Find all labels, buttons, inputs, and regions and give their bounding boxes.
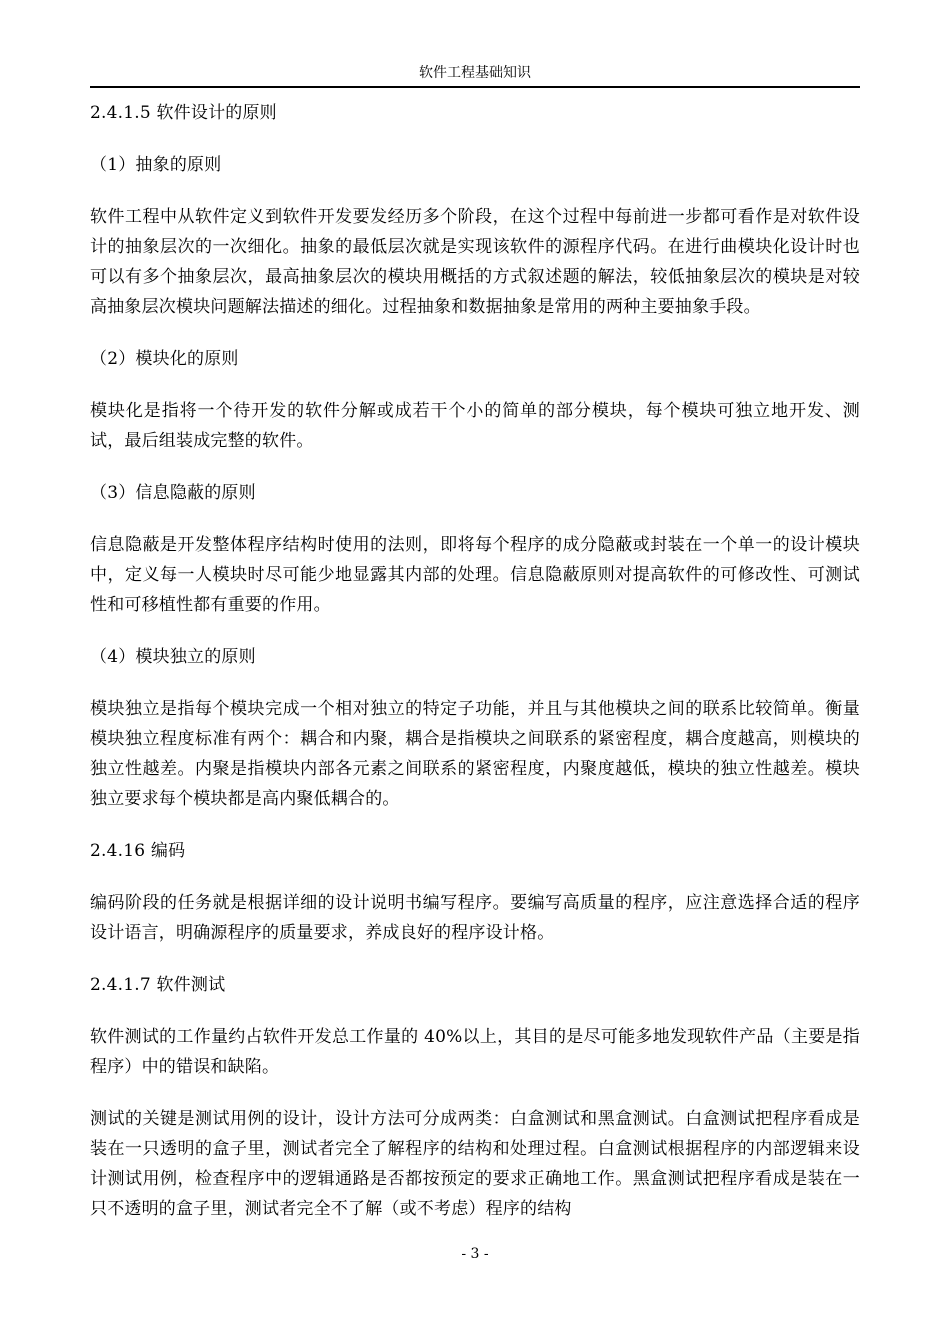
- section-heading-testing: 2.4.1.7 软件测试: [90, 975, 226, 995]
- section-heading-coding: 2.4.16 编码: [90, 841, 186, 861]
- subheading-modularity: （2）模块化的原则: [90, 349, 239, 369]
- paragraph-coding: 编码阶段的任务就是根据详细的设计说明书编写程序。要编写高质量的程序，应注意选择合适的程序设计语言，明确源程序的质量要求，养成良好的程序设计格。: [90, 893, 860, 943]
- page-number: - 3 -: [461, 1246, 489, 1262]
- paragraph-modularity: 模块化是指将一个待开发的软件分解或成若干个小的简单的部分模块，每个模块可独立地开发、测试，最后组装成完整的软件。: [90, 401, 860, 451]
- subheading-abstraction: （1）抽象的原则: [90, 155, 222, 175]
- subheading-information-hiding: （3）信息隐蔽的原则: [90, 483, 256, 503]
- paragraph-testing-workload: 软件测试的工作量约占软件开发总工作量的 40%以上，其目的是尽可能多地发现软件产品（主要是指程序）中的错误和缺陷。: [90, 1027, 860, 1077]
- paragraph-testing-methods: 测试的关键是测试用例的设计，设计方法可分成两类：白盒测试和黑盒测试。白盒测试把程序看成是装在一只透明的盒子里，测试者完全了解程序的结构和处理过程。白盒测试根据程序的内部逻辑来设计测试用例，检查程序中的逻辑通路是否都按预定的要求正确地工作。黑盒测试把程序看成是装在一只不透明的盒子里，测试者完全不了解（或不考虑）程序的结构: [90, 1109, 860, 1219]
- subheading-module-independence: （4）模块独立的原则: [90, 647, 256, 667]
- paragraph-information-hiding: 信息隐蔽是开发整体程序结构时使用的法则，即将每个程序的成分隐蔽或封装在一个单一的设计模块中，定义每一人模块时尽可能少地显露其内部的处理。信息隐蔽原则对提高软件的可修改性、可测试性和可移植性都有重要的作用。: [90, 535, 860, 615]
- header-title: 软件工程基础知识: [419, 65, 531, 81]
- paragraph-abstraction: 软件工程中从软件定义到软件开发要发经历多个阶段，在这个过程中每前进一步都可看作是对软件设计的抽象层次的一次细化。抽象的最低层次就是实现该软件的源程序代码。在进行曲模块化设计时也可以有多个抽象层次，最高抽象层次的模块用概括的方式叙述题的解法，较低抽象层次的模块是对较高抽象层次模块问题解法描述的细化。过程抽象和数据抽象是常用的两种主要抽象手段。: [90, 207, 860, 317]
- document-body: [90, 98, 860, 1246]
- paragraph-module-independence: 模块独立是指每个模块完成一个相对独立的特定子功能，并且与其他模块之间的联系比较简单。衡量模块独立程度标准有两个：耦合和内聚，耦合是指模块之间联系的紧密程度，耦合度越高，则模块的独立性越差。内聚是指模块内部各元素之间联系的紧密程度，内聚度越低，模块的独立性越差。模块独立要求每个模块都是高内聚低耦合的。: [90, 699, 860, 809]
- section-heading-2-4-1-5: 2.4.1.5 软件设计的原则: [90, 103, 277, 123]
- page-header: [90, 62, 860, 88]
